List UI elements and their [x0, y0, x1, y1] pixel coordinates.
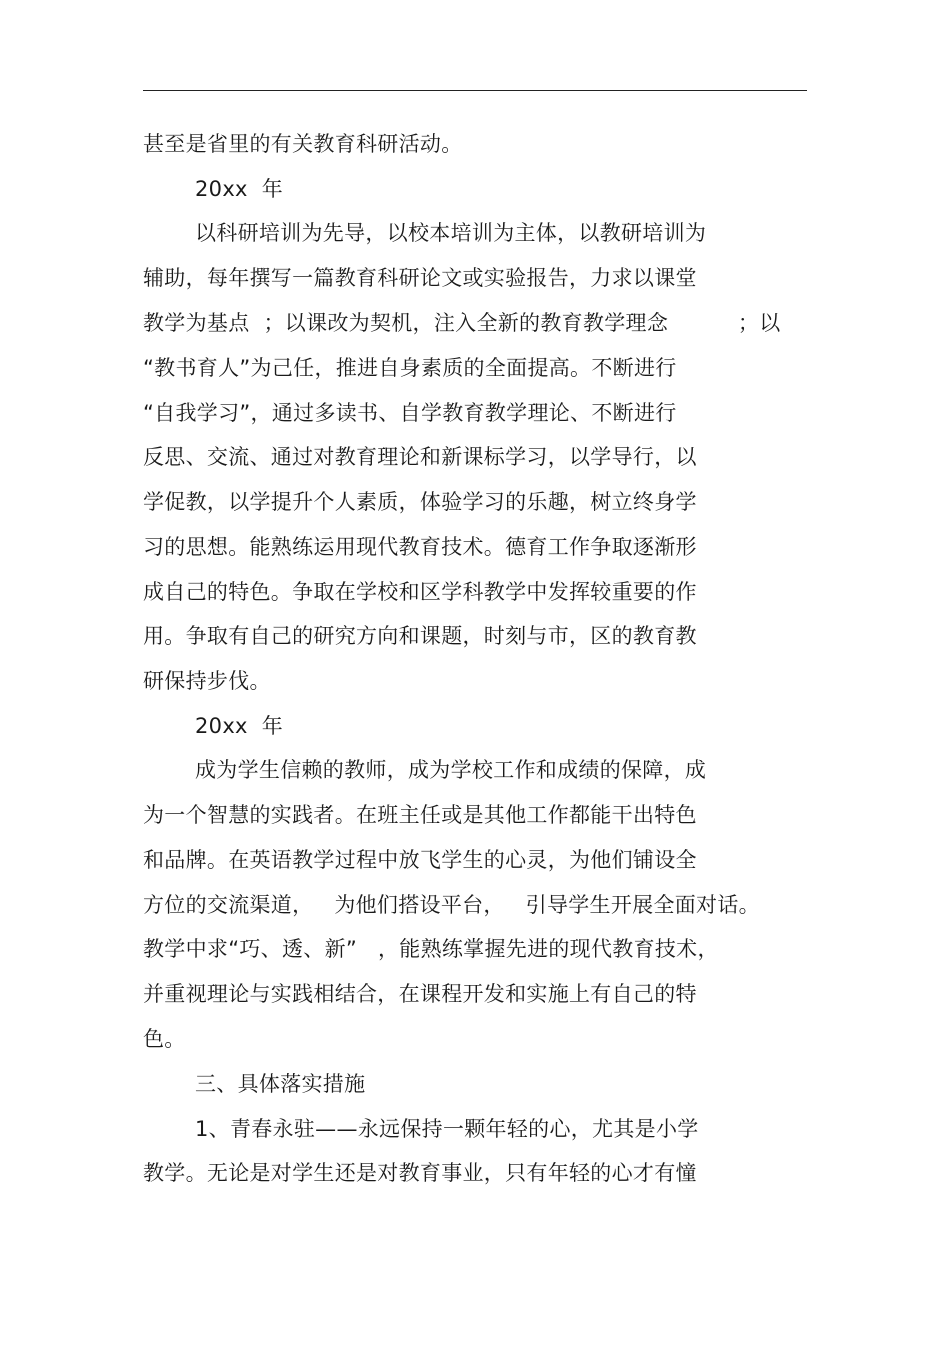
- paragraph-line: 方位的交流渠道， 为他们搭设平台， 引导学生开展全面对话。: [143, 893, 760, 917]
- paragraph-line: 甚至是省里的有关教育科研活动。: [143, 132, 463, 156]
- paragraph-line: 辅助，每年撰写一篇教育科研论文或实验报告，力求以课堂: [143, 266, 697, 290]
- paragraph-line: “自我学习”，通过多读书、自学教育教学理论、不断进行: [143, 401, 677, 425]
- paragraph-line: 色。: [143, 1027, 186, 1051]
- paragraph-line: 研保持步伐。: [143, 669, 271, 693]
- paragraph-line: 学促教，以学提升个人素质，体验学习的乐趣，树立终身学: [143, 490, 697, 514]
- paragraph-line: 以科研培训为先导，以校本培训为主体，以教研培训为: [195, 221, 707, 245]
- paragraph-line: 教学中求“巧、透、新” ，能熟练掌握先进的现代教育技术，: [143, 937, 719, 961]
- paragraph-line: 并重视理论与实践相结合，在课程开发和实施上有自己的特: [143, 982, 697, 1006]
- paragraph-line: 和品牌。在英语教学过程中放飞学生的心灵，为他们铺设全: [143, 848, 697, 872]
- paragraph-line: 用。争取有自己的研究方向和课题，时刻与市，区的教育教: [143, 624, 697, 648]
- header-rule: [143, 90, 807, 91]
- paragraph-line: 成自己的特色。争取在学校和区学科教学中发挥较重要的作: [143, 580, 697, 604]
- paragraph-line: 教学为基点 ；以课改为契机，注入全新的教育教学理念 ；以: [143, 311, 781, 335]
- paragraph-line: 教学。无论是对学生还是对教育事业，只有年轻的心才有憧: [143, 1161, 697, 1185]
- section-heading: 三、具体落实措施: [195, 1072, 366, 1096]
- paragraph-line: 为一个智慧的实践者。在班主任或是其他工作都能干出特色: [143, 803, 697, 827]
- paragraph-line: 1、青春永驻——永远保持一颗年轻的心，尤其是小学: [195, 1117, 699, 1141]
- paragraph-line: “教书育人”为己任，推进自身素质的全面提高。不断进行: [143, 356, 677, 380]
- year-heading: 20xx 年: [195, 714, 284, 738]
- year-heading: 20xx 年: [195, 177, 284, 201]
- paragraph-line: 成为学生信赖的教师，成为学校工作和成绩的保障，成: [195, 758, 707, 782]
- paragraph-line: 习的思想。能熟练运用现代教育技术。德育工作争取逐渐形: [143, 535, 697, 559]
- paragraph-line: 反思、交流、通过对教育理论和新课标学习，以学导行，以: [143, 445, 697, 469]
